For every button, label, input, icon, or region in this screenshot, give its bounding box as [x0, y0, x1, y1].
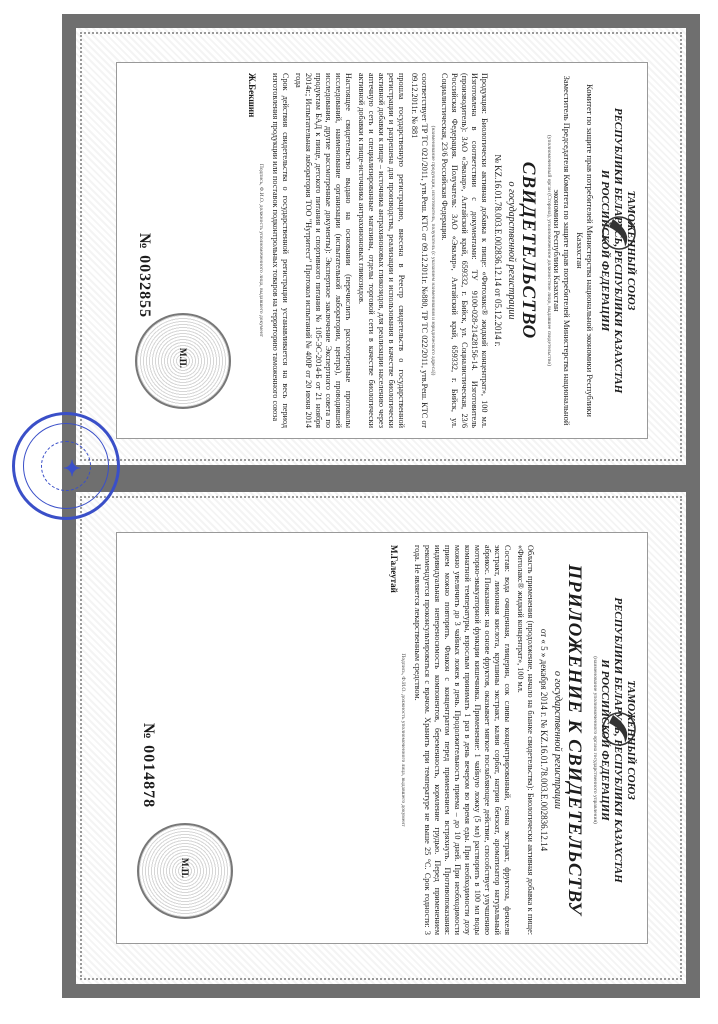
seal-center-mark: ✦ — [59, 458, 84, 478]
signer-name: Ж.Бекшин — [247, 73, 257, 118]
appendix-title: ПРИЛОЖЕНИЕ К СВИДЕТЕЛЬСТВУ — [564, 564, 585, 916]
stamp-placeholder — [135, 313, 231, 409]
serial-number: № 0032855 — [136, 233, 153, 319]
certificate-subtitle: о государственной регистрации — [506, 181, 517, 320]
registration-number: № KZ.16.01.78.003.Е.002836.12.14 от 05.12.2014 г. — [493, 154, 503, 347]
appendix-stamp-label: М.П. — [180, 858, 190, 878]
appendix-serial-number: № 0014878 — [140, 723, 157, 809]
certificate-title: СВИДЕТЕЛЬСТВО — [518, 161, 539, 340]
scope-text: Область применения (продолжение, начало на бланке свидетельства): Биологически активная добавка к пище: «Фитолакс® жидкий концентрат», 100 мл. — [516, 545, 535, 935]
appendix-signature-block — [389, 545, 406, 935]
composition-text: Состав: вода очищенная, глицерин, сок сливы концентрированный, сенна экстракт, фруктоза, фенхеля экстракт, лимонная кислота, крушины экстракт, калия сорбат, натрия бензоат, ароматизатор натуральный абрикос. Показания: на основе фруктов, оказывает мягкое послабляющее действие, способствует улучшению моторно-эвакуаторной функции кишечника. Применение: 1 чайную ложку (5 мл) растворить в 100 мл воды комнатной температуры, взрослым принимать 1 раз в день вечером во время еды. При необходимости дозу можно увеличить до 3 чайных ложек в день. Продолжительность приема – до 10 дней. При необходимости прием можно повторить. Флакон с концентратом перед применением встряхнуть. Противопоказания: индивидуальная непереносимость компонентов, беременность, кормление грудью. Перед применением рекомендуется проконсультироваться с врачом. Хранить при температуре не выше 25 °С. Срок годности: 3 года. Не является лекарственным средством. — [413, 545, 512, 935]
appendix-registration-number: от « 5 » декабря 2014 г. № KZ.16.01.78.003.Е.002836.12.14 — [539, 628, 549, 852]
stamp-label: М.П. — [178, 348, 188, 368]
appendix-org-caption: (наименование уполномоченного органа государственного управления) — [592, 656, 598, 824]
blue-round-seal-icon — [12, 412, 120, 520]
signer-caption: Подпись, Ф.И.О. должность уполномоченного лица, выдавшего документ — [258, 163, 264, 338]
validity-text: Срок действия свидетельства о государственной регистрации устанавливается на весь период изготовления продукции или поставок подконтрольных товаров на территорию таможенного союза — [271, 73, 290, 428]
signature-block — [247, 73, 264, 428]
header-line-3: И РОССИЙСКОЙ ФЕДЕРАЦИИ — [599, 169, 611, 332]
appendix-signer-name: М.Галеутай — [389, 545, 399, 593]
header-line-1: ТАМОЖЕННЫЙ СОЮЗ — [625, 190, 637, 311]
issuing-organization: Комитет по защите прав потребителей Министерства национальной экономики Республики Казахстан — [575, 84, 595, 417]
product-caption: (наименование продукции, изготовитель, получатель (с указанием наименования и юридического адреса)) — [430, 125, 436, 376]
appendix-stamp-placeholder — [137, 823, 233, 919]
certificate-body — [116, 62, 648, 439]
organization-caption: (уполномоченный орган (Сторона), уполномоченное должностное лицо, выдавшее свидетельство) — [546, 134, 552, 367]
compliance-text: соответствует ТР ТС 021/2011, утв.Реш. КТС от 09.12.2011г. №880, ТР ТС 022/2011, утв.Реш. КТС от 09.12.2011г. № 881 — [410, 73, 429, 428]
appendix-emblem-icon — [599, 709, 639, 749]
appendix-sheet — [62, 478, 700, 998]
product-description: Продукция: Биологически активная добавка к пище: «Фитолакс® жидкий концентрат», 100 мл. Изготовлена в соответствии с документами: ТУ 9100-028-21428156-14. Изготовитель (производитель): ЗАО «Эвалар», Алтайский край, 659332, г. Бийск, ул. Социалистическая, 23/6 Российская Федерация. Получатель: ЗАО «Эвалар», Алтайский край, 659332, г. Бийск, ул. Социалистическая, 23/6 Российская Федерация. — [440, 73, 489, 428]
appendix-signer-caption: Подпись, Ф.И.О. должность уполномоченного лица, выдавшего документ — [400, 653, 406, 827]
appendix-subtitle: о государственной регистрации — [552, 670, 563, 810]
appendix-header-line-1: ТАМОЖЕННЫЙ СОЮЗ — [625, 680, 637, 800]
appendix-body — [116, 532, 648, 944]
issuing-official-title: Заместитель Председателя Комитета по защите прав потребителей Министерства национальной экономики Республики Казахстан — [552, 75, 572, 426]
appendix-body-text — [412, 545, 535, 935]
appendix-header-line-2: РЕСПУБЛИКИ БЕЛАРУСЬ, РЕСПУБЛИКИ КАЗАХСТАН — [612, 597, 624, 883]
customs-union-emblem-icon — [599, 213, 639, 253]
appendix-header-line-3: И РОССИЙСКОЙ ФЕДЕРАЦИИ — [599, 659, 611, 821]
basis-text: Настоящее свидетельство выдано на основании (перечислить рассмотренные протоколы исследований, наименование организации (испытательной лаборатории, центра), проводившей исследования, другие рассмотренные документы): Экспертное заключение Экспертного совета по продуктам БАД к пище, детского питания и спортивного питания № 105-ЭС-2014-Б от 21 ноября 2014г.; Испытательная лаборатория ТОО "Нутритест" Протокол испытаний № 400Р от 20 июня 2014 года — [294, 73, 353, 428]
header-line-2: РЕСПУБЛИКИ БЕЛАРУСЬ, РЕСПУБЛИКИ КАЗАХСТАН — [612, 107, 624, 394]
certificate-sheet — [62, 14, 700, 479]
registry-text: прошла государственную регистрацию, внесена в Реестр свидетельств о государственной регистрации и разрешена для производства, реализации и использования в качестве биологически активной добавки к пище – источника антрахиноновых гликозидов, для реализации населению через аптечную сеть и специализированные магазины, отделы торговой сети в качестве биологически активной добавки к пище-источника антрахиноновых гликозидов. — [357, 73, 406, 428]
certificate-body-text — [270, 73, 489, 428]
